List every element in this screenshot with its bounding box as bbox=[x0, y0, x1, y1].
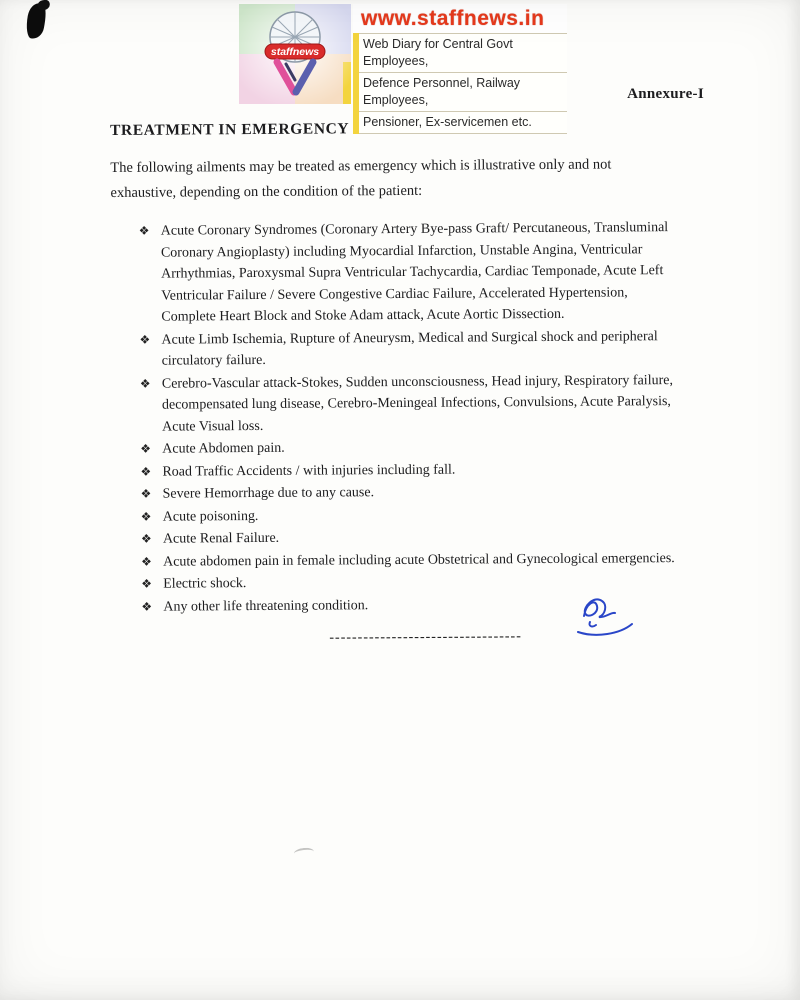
watermark-site-url: www.staffnews.in bbox=[353, 4, 567, 33]
scan-smudge-bottom bbox=[294, 847, 315, 858]
list-item bbox=[112, 370, 678, 438]
annexure-label: Annexure-I bbox=[627, 86, 704, 102]
list-item-text: Any other life threatening condition. bbox=[163, 597, 369, 615]
list-item-text: Acute Renal Failure. bbox=[162, 530, 280, 547]
list-item-text: Electric shock. bbox=[163, 576, 247, 592]
list-item-text: Acute Limb Ischemia, Rupture of Aneurysm, Medical and Surgical shock and peripheral circulatory failure. bbox=[161, 328, 658, 369]
separator-dashes: ---------------------------------- bbox=[329, 629, 522, 646]
tagline-line: Web Diary for Central Govt Employees, bbox=[359, 33, 567, 73]
staffnews-logo-icon bbox=[239, 4, 351, 104]
signature bbox=[574, 588, 654, 642]
diamond-bullet-icon: ❖ bbox=[141, 576, 153, 591]
scan-smudge-top-left bbox=[24, 2, 48, 41]
list-item bbox=[111, 217, 678, 328]
diamond-bullet-icon: ❖ bbox=[141, 599, 153, 614]
list-item bbox=[111, 326, 677, 373]
list-item-text: Acute Abdomen pain. bbox=[162, 440, 285, 457]
logo-text: staffnews bbox=[270, 46, 320, 58]
diamond-bullet-icon: ❖ bbox=[140, 464, 152, 479]
list-item-text: Road Traffic Accidents / with injuries including fall. bbox=[162, 462, 456, 480]
diamond-bullet-icon: ❖ bbox=[140, 486, 152, 501]
list-item-text: Acute Coronary Syndromes (Coronary Artery Bye-pass Graft/ Percutaneous, Transluminal Coronary Angioplasty) including Myocardial Infarction, Unstable Angina, Ventricular Arrhythmias, Paroxysmal Supra Ventricular Tachycardia, Cardiac Temponade, Acute Left Ventricular Failure / Severe Congestive Cardiac Failure, Accelerated Hypertension, Complete Heart Block and Stoke Adam attack, Acute Aortic Dissection. bbox=[160, 220, 669, 325]
diamond-bullet-icon: ❖ bbox=[139, 332, 151, 347]
list-item bbox=[113, 480, 679, 505]
diamond-bullet-icon: ❖ bbox=[140, 441, 152, 456]
tagline-line: Pensioner, Ex-servicemen etc. bbox=[359, 112, 567, 134]
list-item-text: Acute abdomen pain in female including acute Obstetrical and Gynecological emergencies. bbox=[163, 550, 675, 570]
watermark-text-block bbox=[353, 4, 567, 134]
list-item-text: Acute poisoning. bbox=[162, 508, 259, 525]
list-item-text: Cerebro-Vascular attack-Stokes, Sudden unconsciousness, Head injury, Respiratory failure, decompensated lung disease, Cerebro-Meningeal Infections, Convulsions, Acute Paralysis, Acute Visual loss. bbox=[161, 372, 673, 435]
tagline-line: Defence Personnel, Railway Employees, bbox=[359, 73, 567, 112]
diamond-bullet-icon: ❖ bbox=[140, 509, 152, 524]
diamond-bullet-icon: ❖ bbox=[140, 531, 152, 546]
list-item bbox=[113, 548, 679, 573]
document-title: TREATMENT IN EMERGENCY bbox=[110, 120, 350, 139]
list-item bbox=[112, 435, 678, 460]
staffnews-watermark bbox=[239, 4, 567, 134]
diamond-bullet-icon: ❖ bbox=[139, 376, 151, 391]
diamond-bullet-icon: ❖ bbox=[141, 554, 152, 569]
list-item bbox=[112, 458, 678, 483]
diamond-bullet-icon: ❖ bbox=[138, 223, 150, 238]
list-item bbox=[113, 503, 679, 528]
list-item-text: Severe Hemorrhage due to any cause. bbox=[162, 485, 375, 502]
document-body bbox=[110, 118, 708, 648]
intro-paragraph: The following ailments may be treated as emergency which is illustrative only and not exhaustive, depending on the condition of the patient: bbox=[110, 156, 612, 201]
emergency-conditions-list bbox=[111, 217, 680, 618]
list-item bbox=[113, 525, 679, 550]
